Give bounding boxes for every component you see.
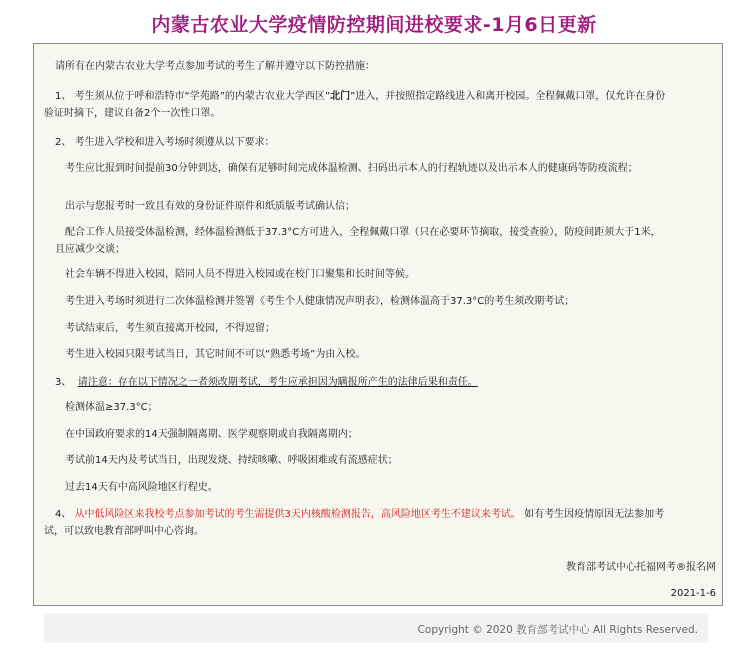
item1-text-pre: 1、 考生须从位于呼和浩特市“学苑路”的内蒙古农业大学西区” <box>55 91 331 102</box>
item3-heading: 请注意：存在以下情况之一者须改期考试，考生应承担因为瞒报所产生的法律后果和责任。 <box>77 377 478 388</box>
page-footer <box>44 613 708 643</box>
page-title: 内蒙古农业大学疫情防控期间进校要求-1月6日更新 <box>151 14 597 36</box>
item2-para-6: 考试结束后，考生须直接离开校园，不得逗留； <box>65 323 275 334</box>
notice-item-4 <box>55 506 664 523</box>
item4-red-text: 从中低风险区来我校考点参加考试的考生需提供3天内核酸检测报告，高风险地区考生不建议来考试。 <box>74 509 521 520</box>
item2-para-3-cont: 且应减少交谈； <box>55 244 125 255</box>
item3-condition-1: 检测体温≥37.3°C； <box>65 402 158 413</box>
notice-intro: 请所有在内蒙古农业大学考点参加考试的考生了解并遵守以下防控措施： <box>55 61 375 72</box>
item2-para-3: 配合工作人员接受体温检测，经体温检测低于37.3°C方可进入，全程佩戴口罩（只在必要环节摘取，接受查验），防疫间距须大于1米， <box>65 227 661 238</box>
item3-number: 3、 <box>55 377 72 388</box>
notice-panel <box>33 43 723 606</box>
notice-item-2-heading: 2、 考生进入学校和进入考场时须遵从以下要求： <box>55 137 275 148</box>
item4-line2: 试，可以致电教育部呼叫中心咨询。 <box>44 526 204 537</box>
item2-para-1: 考生应比报到时间提前30分钟到达，确保有足够时间完成体温检测、扫码出示本人的行程轨迹以及出示本人的健康码等防疫流程； <box>65 163 638 174</box>
copyright-text: Copyright © 2020 教育部考试中心 All Rights Reserved. <box>417 624 698 636</box>
item2-para-5: 考生进入考场时须进行二次体温检测并签署《考生个人健康情况声明表》，检测体温高于37.3°C的考生须改期考试； <box>65 296 575 307</box>
item3-condition-4: 过去14天有中高风险地区行程史。 <box>65 482 218 493</box>
notice-item-1 <box>55 88 665 105</box>
item4-number: 4、 <box>55 509 72 520</box>
item2-para-4: 社会车辆不得进入校园，陪同人员不得进入校园或在校门口聚集和长时间等候。 <box>65 269 415 280</box>
item3-condition-2: 在中国政府要求的14天强制隔离期、医学观察期或自我隔离期内； <box>65 429 358 440</box>
item1-text-post: ”进入，并按照指定路线进入和离开校园。全程佩戴口罩，仅允许在身份 <box>350 91 666 102</box>
notice-date: 2021-1-6 <box>670 588 716 599</box>
item2-para-7: 考生进入校园只限考试当日，其它时间不可以“熟悉考场”为由入校。 <box>65 349 366 360</box>
notice-item-3 <box>55 374 478 391</box>
item1-gate: 北门 <box>330 91 351 102</box>
item3-condition-3: 考试前14天内及考试当日，出现发烧、持续咳嗽、呼吸困难或有流感症状； <box>65 455 398 466</box>
item2-para-2: 出示与您报考时一致且有效的身份证件原件和纸质版考试确认信； <box>65 201 355 212</box>
item1-line2: 验证时摘下，建议自备2个一次性口罩。 <box>44 108 221 119</box>
signature: 教育部考试中心托福网考®报名网 <box>566 562 716 573</box>
item4-rest: 如有考生因疫情原因无法参加考 <box>524 509 665 520</box>
